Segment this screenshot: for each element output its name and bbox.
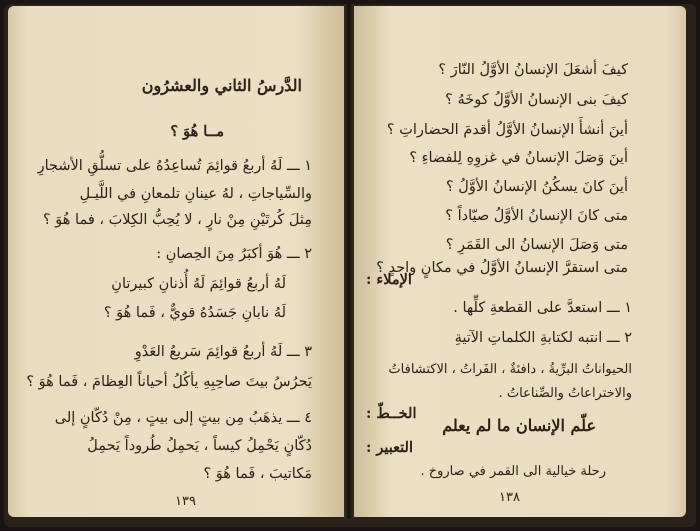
expression-heading: التعبير : (366, 439, 413, 456)
riddle-line: دُكّانٍ يَحْمِلُ كيساً ، يَحمِلُ طُروداً يَحمِلُ (87, 438, 312, 454)
page-number: ١٣٩ (175, 494, 196, 509)
riddle-line: لَهُ أربعُ قوائِمَ لَهُ أُذنانِ كبيرتانِ (111, 276, 286, 292)
question-line: متى وَصَلَ الإنسانُ الى القَمَرِ ؟ (445, 237, 628, 253)
expression-text: رحلة خيالية الى القمر في صاروخ . (420, 464, 606, 479)
riddle-line: ٣ ـــ لَهُ أربعُ قوائِمَ سَريعُ العَدْوِ (134, 344, 312, 360)
question-line: أينَ وَصَلَ الإنسانُ في غزوِهِ لِلفضاءِ ؟ (409, 150, 628, 166)
riddle-question: مــا هُوَ ؟ (170, 123, 224, 140)
riddle-line: ١ ـــ لَهُ أربعُ قوائِمَ تُساعِدُهُ على تسلُّقِ الأشجارِ (37, 158, 312, 174)
handwriting-text: علّم الإنسان ما لم يعلم (442, 416, 596, 435)
question-line: كيفَ أشعَلَ الإنسانُ الأوَّلُ النّارَ ؟ (438, 62, 628, 78)
riddle-line: لَهُ نابانِ جَسَدُهُ قويٌّ ، فَما هُوَ ؟ (103, 305, 286, 321)
riddle-line: ٤ ـــ يذهَبُ مِن بيتٍ إلى بيتٍ ، مِنْ دُكّانٍ إلى (54, 410, 312, 426)
riddle-line: ٢ ـــ هُوَ أكبَرُ مِنَ الحِصانِ : (156, 246, 312, 262)
dictation-item: ١ ـــ استعدَّ على القطعةِ كلِّها . (453, 300, 632, 316)
dictation-heading: الإملاء : (366, 271, 412, 288)
dictation-item: ٢ ـــ انتبه لكتابةِ الكلماتِ الآتيةِ (454, 330, 632, 346)
handwriting-heading: الخــطّ : (366, 405, 417, 422)
question-line: أينَ كانَ يسكُنُ الإنسانُ الأوَّلُ ؟ (445, 179, 628, 195)
dictation-words: الحيواناتُ البرِّيةُ ، دافئةٌ ، الفَراتُ ، الاكتشافاتُ (388, 362, 632, 377)
book-gutter (344, 4, 354, 519)
left-page (8, 6, 346, 517)
question-line: أينَ أنشأَ الإنسانُ الأوَّلُ أقدمَ الحضاراتِ ؟ (386, 122, 628, 138)
riddle-line: يَحرُسُ بيتَ صاحِبِهِ يأكُلُ أحياناً العِظامَ ، فَما هُوَ ؟ (26, 374, 312, 390)
question-line: كيفَ بنى الإنسانُ الأوَّلُ كوخَهُ ؟ (445, 92, 628, 108)
riddle-line: مَكاتيبَ ، فَما هُوَ ؟ (203, 466, 312, 482)
question-line: متى استقرَّ الإنسانُ الأوَّلُ في مكانٍ واحدٍ ؟ (376, 260, 628, 276)
lesson-title: الدَّرسُ الثاني والعشرُون (141, 76, 302, 95)
right-page (352, 6, 686, 517)
riddle-line: والسِّياجاتِ ، لهُ عينانِ تلمعانِ في اللَّيـلِ (79, 186, 312, 202)
dictation-words: والاختراعاتُ والصِّناعاتُ . (498, 386, 632, 401)
question-line: متى كانَ الإنسانُ الأوَّلُ صيّاداً ؟ (445, 208, 628, 224)
riddle-line: مِثلَ كُرتَيْنِ مِنْ نارٍ ، لا يُحِبُّ الكِلابَ ، فما هُوَ ؟ (42, 212, 312, 228)
page-number: ١٣٨ (499, 490, 520, 505)
